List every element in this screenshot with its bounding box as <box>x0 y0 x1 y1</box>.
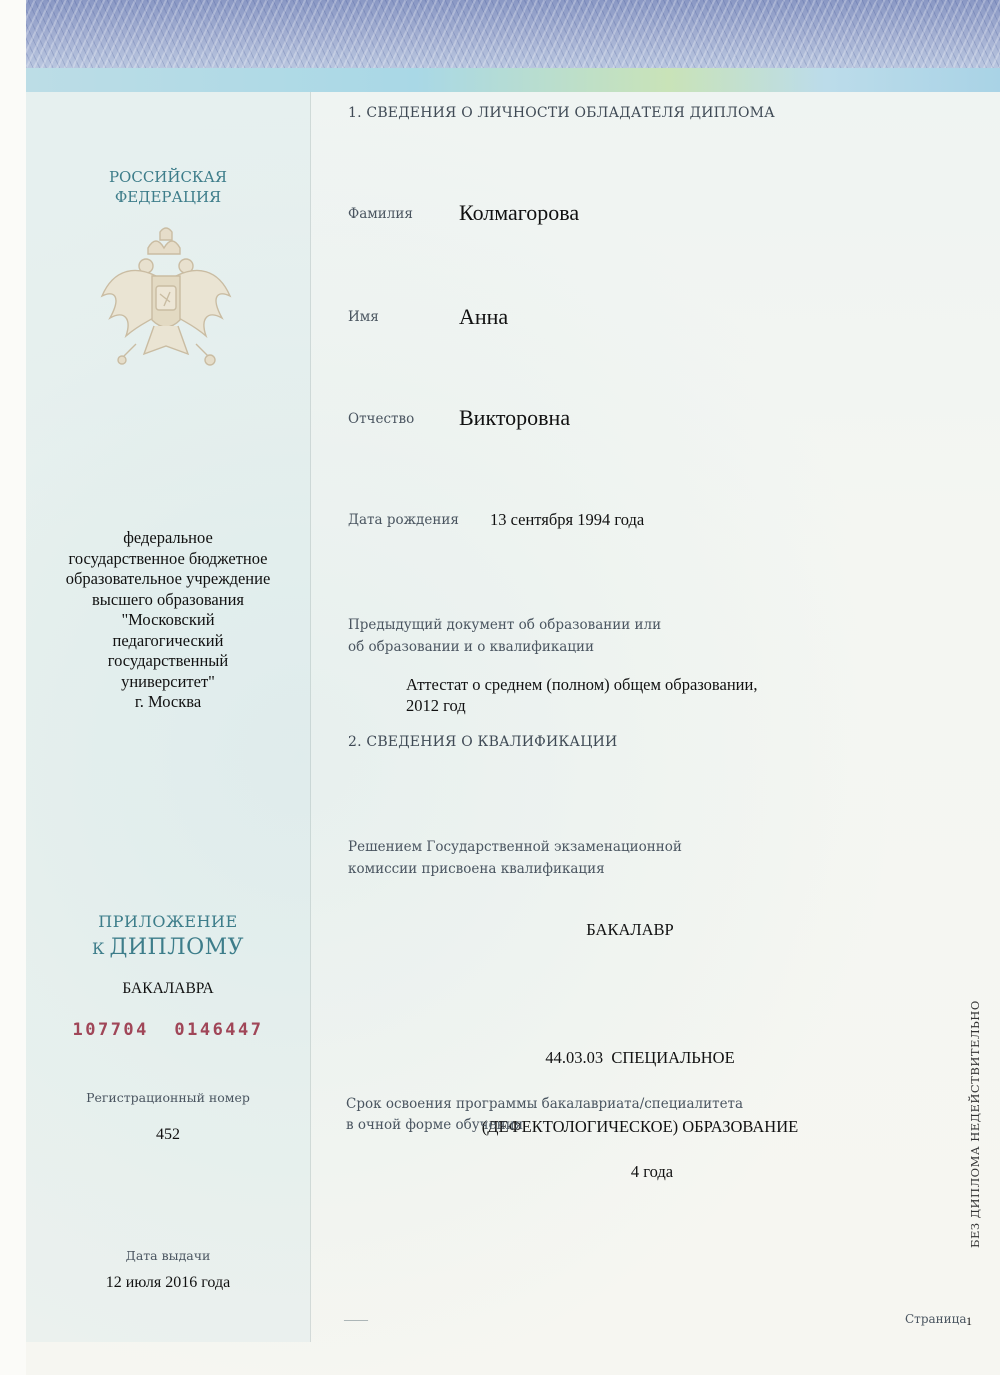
program-line: (ДЕФЕКТОЛОГИЧЕСКОЕ) ОБРАЗОВАНИЕ <box>481 1117 799 1136</box>
duration-value: 4 года <box>630 1162 674 1181</box>
page-label: Страница <box>905 1312 967 1326</box>
country-line-2: ФЕДЕРАЦИЯ <box>114 188 222 206</box>
duration-label-line: Срок освоения программы бакалавриата/специалитета <box>346 1096 744 1112</box>
appendix-title-line-2 <box>26 935 310 960</box>
institution-line: образовательное учреждение <box>65 569 271 588</box>
vertical-validity-note: БЕЗ ДИПЛОМА НЕДЕЙСТВИТЕЛЬНО <box>968 1000 982 1248</box>
surname-value: Колмагорова <box>459 200 580 225</box>
patronymic-label: Отчество <box>348 411 415 427</box>
page-number: 1 <box>966 1314 972 1328</box>
page-edge <box>0 0 26 1375</box>
footer-dash: —— <box>344 1312 368 1326</box>
commission-decision-line: комиссии присвоена квалификация <box>348 861 605 877</box>
institution-line: университет" <box>121 671 215 691</box>
surname-label: Фамилия <box>348 206 413 222</box>
column-divider <box>310 92 311 1342</box>
iridescent-strip <box>26 68 1000 92</box>
institution-line: "Московский <box>121 610 215 629</box>
commission-decision-line: Решением Государственной экзаменационной <box>348 839 682 855</box>
program-value <box>440 1000 840 1184</box>
commission-decision <box>348 836 682 880</box>
duration-label <box>346 1094 743 1136</box>
issue-date: 12 июля 2016 года <box>105 1274 231 1291</box>
previous-document-line: Аттестат о среднем (полном) общем образовании, <box>406 675 758 694</box>
appendix-word: ДИПЛОМУ <box>109 935 245 960</box>
degree-label: БАКАЛАВРА <box>122 980 214 997</box>
country-name <box>26 167 310 207</box>
qualification-value: БАКАЛАВР <box>586 920 674 939</box>
registration-number: 452 <box>156 1126 180 1143</box>
birth-date-value: 13 сентября 1994 года <box>490 510 645 529</box>
issue-date-label: Дата выдачи <box>125 1248 211 1263</box>
institution-line: государственное бюджетное <box>68 548 268 568</box>
coat-of-arms-icon <box>96 226 236 376</box>
name-value: Анна <box>459 304 509 329</box>
serial-number: 107704 0146447 <box>72 1020 264 1040</box>
appendix-prefix: К <box>91 939 105 958</box>
country-line-1: РОССИЙСКАЯ <box>108 168 228 186</box>
previous-document-value <box>406 674 757 716</box>
previous-document-line: 2012 год <box>406 696 466 715</box>
duration-label-line: в очной форме обучения <box>346 1117 524 1133</box>
birth-date-label: Дата рождения <box>348 512 459 528</box>
section-1-title: 1. СВЕДЕНИЯ О ЛИЧНОСТИ ОБЛАДАТЕЛЯ ДИПЛОМА <box>348 105 775 121</box>
appendix-title-line-1: ПРИЛОЖЕНИЕ <box>98 912 238 931</box>
previous-document-label-line: об образовании и о квалификации <box>348 639 595 655</box>
previous-document-label <box>348 614 661 658</box>
section-2-title: 2. СВЕДЕНИЯ О КВАЛИФИКАЦИИ <box>348 734 618 750</box>
name-label: Имя <box>348 309 379 325</box>
institution-line: государственный <box>107 651 229 670</box>
institution-line: педагогический <box>112 630 224 650</box>
registration-label: Регистрационный номер <box>86 1090 250 1105</box>
program-line: 44.03.03 СПЕЦИАЛЬНОЕ <box>545 1048 735 1067</box>
institution-name <box>26 528 310 713</box>
patronymic-value: Викторовна <box>459 405 571 430</box>
institution-line: федеральное <box>123 528 213 547</box>
institution-line: высшего образования <box>92 589 244 609</box>
institution-line: г. Москва <box>134 692 202 711</box>
previous-document-label-line: Предыдущий документ об образовании или <box>348 617 662 633</box>
guilloche-banner <box>26 0 1000 68</box>
